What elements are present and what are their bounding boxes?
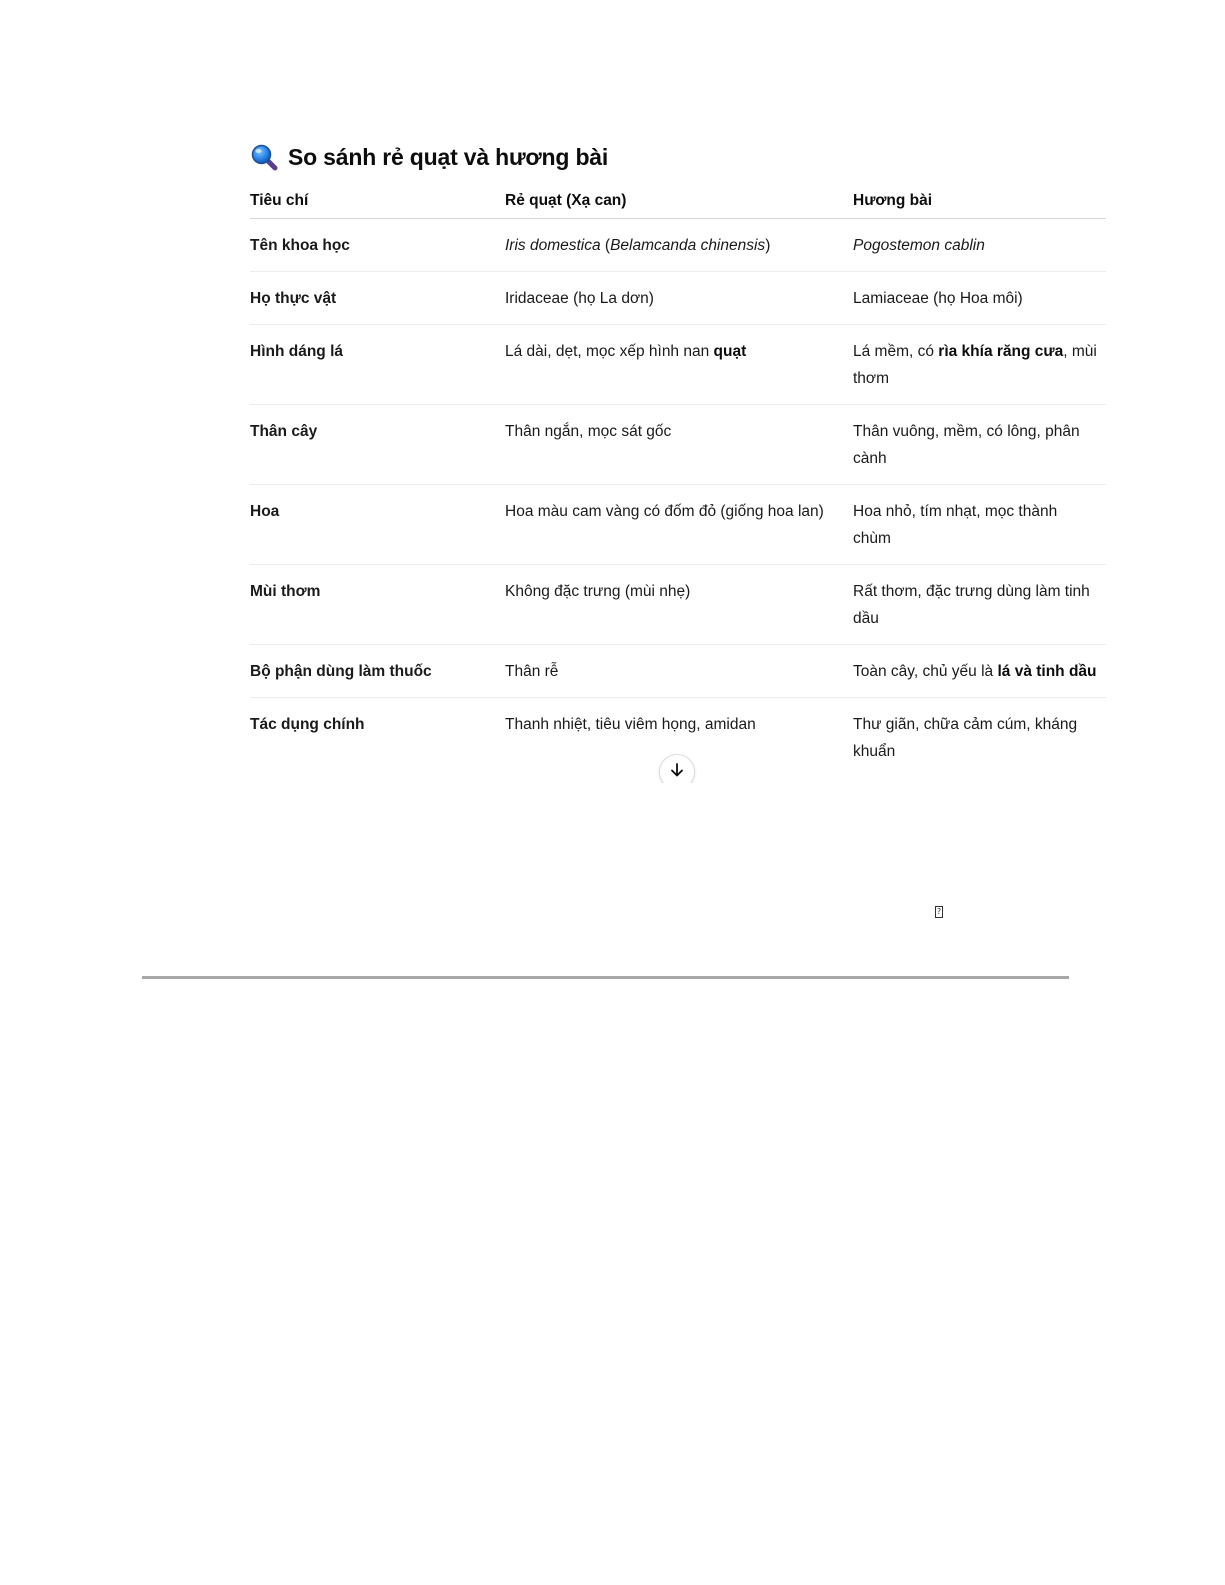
huong-bai-cell [853,219,1106,272]
table-header-row [250,186,1106,219]
re-quat-cell: Thân rễ [505,645,853,698]
criterion-cell: Thân cây [250,405,505,485]
comparison-section [250,140,1106,777]
bold-text: rìa khía răng cưa [938,343,1064,360]
table-row [250,272,1106,325]
screenshot-crop-edge [640,783,720,797]
cell-text: Lá dài, dẹt, mọc xếp hình nan [505,343,714,360]
re-quat-cell: Không đặc trưng (mùi nhẹ) [505,565,853,645]
criterion-cell: Mùi thơm [250,565,505,645]
huong-bai-cell: Thân vuông, mềm, có lông, phân cành [853,405,1106,485]
column-header-huong-bai: Hương bài [853,186,1106,219]
re-quat-cell [505,219,853,272]
criterion-cell: Họ thực vật [250,272,505,325]
huong-bai-cell: Rất thơm, đặc trưng dùng làm tinh dầu [853,565,1106,645]
criterion-cell: Tên khoa học [250,219,505,272]
criterion-cell: Hình dáng lá [250,325,505,405]
table-row [250,565,1106,645]
section-title: So sánh rẻ quạt và hương bài [288,143,609,170]
cell-text: Toàn cây, chủ yếu là [853,663,998,680]
huong-bai-cell: Lamiaceae (họ Hoa môi) [853,272,1106,325]
re-quat-cell [505,325,853,405]
bold-text: lá và tinh dầu [997,663,1097,680]
column-header-re-quat: Rẻ quạt (Xạ can) [505,186,853,219]
re-quat-cell: Hoa màu cam vàng có đốm đỏ (giống hoa lan) [505,485,853,565]
table-row [250,485,1106,565]
huong-bai-cell: Thư giãn, chữa cảm cúm, kháng khuẩn [853,716,1078,760]
huong-bai-cell [853,325,1106,405]
section-heading [250,140,1106,174]
closing-paren: ) [765,237,771,254]
table-row [250,325,1106,405]
huong-bai-cell [853,645,1106,698]
cell-text: Lá mềm, có [853,343,939,360]
table-row [250,219,1106,272]
criterion-cell: Hoa [250,485,505,565]
criterion-cell: Bộ phận dùng làm thuốc [250,645,505,698]
scientific-synonym: Belamcanda chinensis [610,237,766,254]
horizontal-divider [142,976,1069,979]
criterion-cell: Tác dụng chính [250,716,365,733]
magnifier-icon [250,143,278,171]
missing-glyph-box-icon: ? [936,907,942,916]
re-quat-cell: Thân ngắn, mọc sát gốc [505,405,853,485]
scientific-name: Iris domestica [505,237,601,254]
re-quat-cell: Thanh nhiệt, tiêu viêm họng, amidan [505,716,756,733]
huong-bai-cell: Hoa nhỏ, tím nhạt, mọc thành chùm [853,485,1106,565]
table-row [250,405,1106,485]
re-quat-cell: Iridaceae (họ La dơn) [505,272,853,325]
arrow-down-icon [669,762,685,783]
bold-text: quạt [713,343,747,360]
table-row [250,645,1106,698]
comparison-table [250,186,1106,777]
cell-text: , mùi thơm [853,343,1097,387]
scientific-name: Pogostemon cablin [853,237,985,254]
column-header-criterion: Tiêu chí [250,186,505,219]
separator-text: ( [600,237,611,254]
